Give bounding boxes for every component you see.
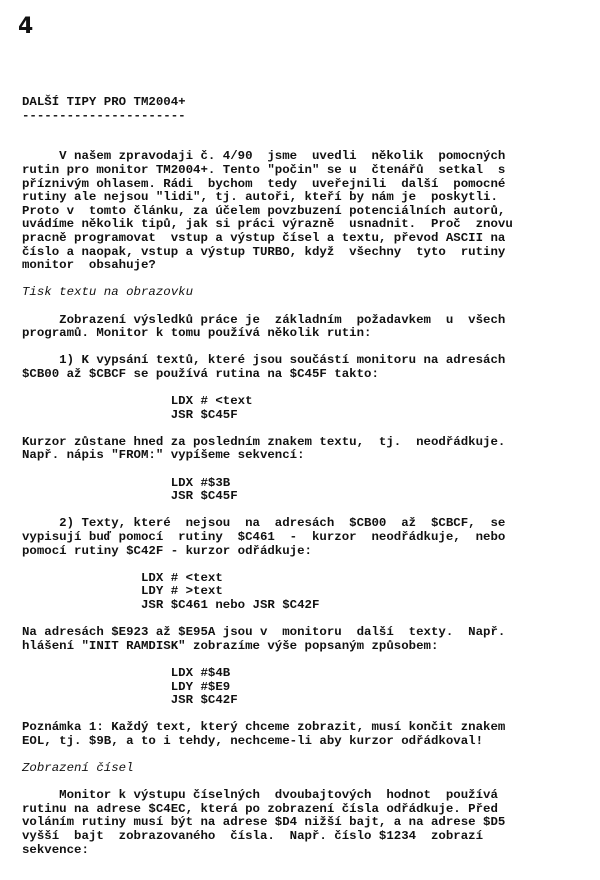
text-line: programů. Monitor k tomu používá několik rutin: [22, 326, 372, 341]
article-title: DALŠÍ TIPY PRO TM2004+ [22, 95, 186, 109]
paragraph [22, 626, 582, 653]
code-line: JSR $C45F [22, 407, 238, 422]
text-line: 1) K vypsání textů, které jsou součástí monitoru na adresách [22, 353, 506, 368]
text-line: voláním rutiny musí být na adrese $D4 nižší bajt, a na adrese $D5 [22, 815, 506, 830]
code-line: LDX # <text [22, 570, 223, 585]
code-line: LDX #$3B [22, 475, 231, 490]
code-block [22, 477, 582, 504]
text-line: Monitor k výstupu číselných dvoubajtových hodnot používá [22, 788, 498, 803]
code-line: JSR $C42F [22, 693, 238, 708]
paragraph [22, 436, 582, 463]
text-line: pracně programovat vstup a výstup čísel a textu, převod ASCII na [22, 230, 506, 245]
code-line: LDY # >text [22, 584, 223, 599]
code-line: LDX # <text [22, 394, 253, 409]
intro-paragraph [22, 150, 582, 272]
paragraph [22, 517, 582, 558]
text-line: sekvence: [22, 842, 89, 857]
text-line: EOL, tj. $9B, a to i tehdy, nechceme-li aby kurzor odřádkoval! [22, 733, 484, 748]
code-line: JSR $C45F [22, 489, 238, 504]
text-line: číslo a naopak, vstup a výstup TURBO, když všechny tyto rutiny [22, 244, 506, 259]
page-number: 4 [18, 14, 34, 39]
text-line: rutiny ale nejsou "lidi", tj. autoři, kteří by nám je poskytli. [22, 190, 498, 205]
code-line: LDY #$E9 [22, 679, 231, 694]
text-line: hlášení "INIT RAMDISK" zobrazíme výše popsaným způsobem: [22, 638, 439, 653]
note-paragraph [22, 721, 582, 748]
code-block [22, 572, 582, 613]
text-line: pomocí rutiny $C42F - kurzor odřádkuje: [22, 543, 312, 558]
code-block [22, 395, 582, 422]
text-line: Na adresách $E923 až $E95A jsou v monitoru další texty. Např. [22, 625, 506, 640]
text-line: vyšší bajt zobrazovaného čísla. Např. číslo $1234 zobrazí [22, 829, 484, 844]
text-line: Např. nápis "FROM:" vypíšeme sekvencí: [22, 448, 305, 463]
text-line: uvádíme několik tipů, jak si práci výrazně usnadnit. Proč znovu [22, 217, 513, 232]
code-line: JSR $C461 nebo JSR $C42F [22, 597, 320, 612]
text-line: monitor obsahuje? [22, 258, 156, 273]
paragraph [22, 354, 582, 381]
section-title: Tisk textu na obrazovku [22, 285, 194, 300]
code-block [22, 667, 582, 708]
section-title: Zobrazení čísel [22, 761, 134, 776]
paragraph [22, 314, 582, 341]
article-body [22, 96, 582, 857]
text-line: rutinu na adrese $C4EC, která po zobrazení čísla odřádkuje. Před [22, 801, 498, 816]
code-line: LDX #$4B [22, 665, 231, 680]
text-line: vypisují buď pomocí rutiny $C461 - kurzor neodřádkuje, nebo [22, 530, 506, 544]
text-line: příznivým ohlasem. Rádi bychom tedy uveřejnili další pomocné [22, 176, 506, 191]
text-line: 2) Texty, které nejsou na adresách $CB00 až $CBCF, se [22, 516, 506, 531]
text-line: Poznámka 1: Každý text, který chceme zobrazit, musí končit znakem [22, 720, 506, 735]
text-line: rutin pro monitor TM2004+. Tento "počin" se u čtenářů setkal s [22, 162, 506, 177]
text-line: Zobrazení výsledků práce je základním požadavkem u všech [22, 312, 506, 327]
text-line: Kurzor zůstane hned za posledním znakem textu, tj. neodřádkuje. [22, 434, 506, 449]
title-underline: ---------------------- [22, 108, 186, 123]
text-line: V našem zpravodaji č. 4/90 jsme uvedli několik pomocných [22, 149, 506, 164]
text-line: $CB00 až $CBCF se používá rutina na $C45F takto: [22, 366, 379, 381]
text-line: Proto v tomto článku, za účelem povzbuzení potenciálních autorů, [22, 203, 506, 218]
paragraph [22, 789, 582, 857]
